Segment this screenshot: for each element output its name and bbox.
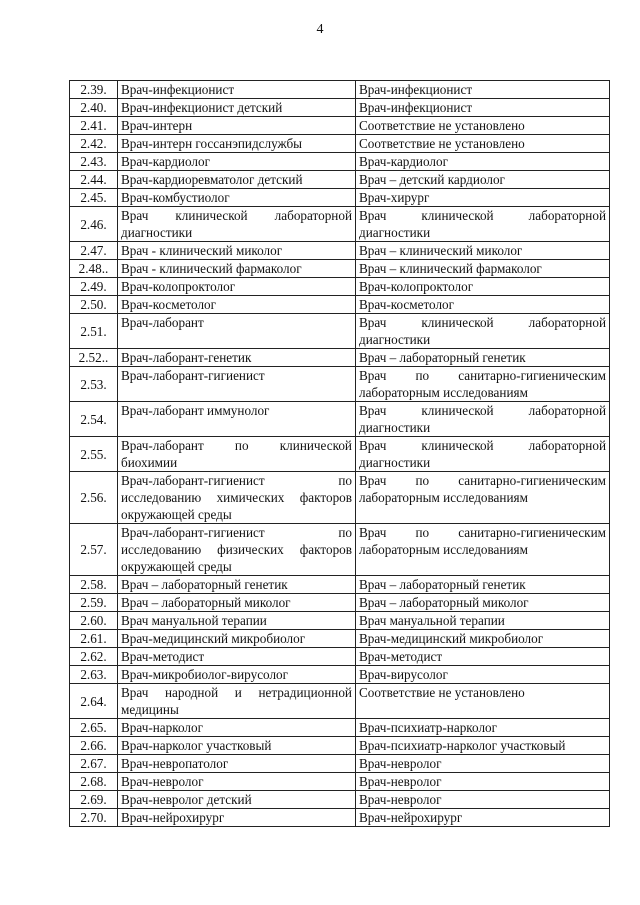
row-number-cell: 2.51. xyxy=(70,314,118,349)
row-number-cell: 2.59. xyxy=(70,594,118,612)
row-number-cell: 2.41. xyxy=(70,117,118,135)
row-number-cell: 2.42. xyxy=(70,135,118,153)
table-row xyxy=(70,472,610,524)
position-name-cell: Врач мануальной терапии xyxy=(118,612,356,630)
row-number-cell: 2.50. xyxy=(70,296,118,314)
matching-position-cell: Врач клинической лабораторной диагностики xyxy=(356,402,610,437)
matching-position-cell: Врач по санитарно-гигиеническим лабораторным исследованиям xyxy=(356,367,610,402)
table-row xyxy=(70,260,610,278)
matching-position-cell: Врач клинической лабораторной диагностики xyxy=(356,314,610,349)
position-name-cell: Врач народной и нетрадиционной медицины xyxy=(118,684,356,719)
matching-position-cell: Врач – детский кардиолог xyxy=(356,171,610,189)
matching-position-cell: Врач-хирург xyxy=(356,189,610,207)
position-name-cell: Врач-медицинский микробиолог xyxy=(118,630,356,648)
matching-position-cell: Врач мануальной терапии xyxy=(356,612,610,630)
row-number-cell: 2.46. xyxy=(70,207,118,242)
row-number-cell: 2.58. xyxy=(70,576,118,594)
position-name-cell: Врач-невропатолог xyxy=(118,755,356,773)
table-row xyxy=(70,349,610,367)
correspondence-table xyxy=(69,80,610,827)
matching-position-cell: Врач-психиатр-нарколог участковый xyxy=(356,737,610,755)
table-row xyxy=(70,773,610,791)
matching-position-cell: Врач-вирусолог xyxy=(356,666,610,684)
table-body xyxy=(70,81,610,827)
matching-position-cell: Врач – лабораторный генетик xyxy=(356,576,610,594)
position-name-cell: Врач – лабораторный миколог xyxy=(118,594,356,612)
table-row xyxy=(70,189,610,207)
row-number-cell: 2.52.. xyxy=(70,349,118,367)
matching-position-cell: Врач – лабораторный миколог xyxy=(356,594,610,612)
table-row xyxy=(70,737,610,755)
row-number-cell: 2.56. xyxy=(70,472,118,524)
table-row xyxy=(70,630,610,648)
table-row xyxy=(70,99,610,117)
position-name-cell: Врач-нарколог xyxy=(118,719,356,737)
matching-position-cell: Врач-медицинский микробиолог xyxy=(356,630,610,648)
position-name-cell: Врач-нейрохирург xyxy=(118,809,356,827)
table-row xyxy=(70,684,610,719)
table-row xyxy=(70,791,610,809)
matching-position-cell: Врач клинической лабораторной диагностики xyxy=(356,207,610,242)
position-name-cell: Врач-инфекционист детский xyxy=(118,99,356,117)
position-name-cell: Врач-комбустиолог xyxy=(118,189,356,207)
position-name-cell: Врач-нарколог участковый xyxy=(118,737,356,755)
table-row xyxy=(70,207,610,242)
position-name-cell: Врач-лаборант по клинической биохимии xyxy=(118,437,356,472)
matching-position-cell: Соответствие не установлено xyxy=(356,135,610,153)
row-number-cell: 2.55. xyxy=(70,437,118,472)
matching-position-cell: Соответствие не установлено xyxy=(356,684,610,719)
table-row xyxy=(70,81,610,99)
position-name-cell: Врач-невролог xyxy=(118,773,356,791)
position-name-cell: Врач-невролог детский xyxy=(118,791,356,809)
row-number-cell: 2.65. xyxy=(70,719,118,737)
matching-position-cell: Врач-косметолог xyxy=(356,296,610,314)
table-row xyxy=(70,612,610,630)
row-number-cell: 2.49. xyxy=(70,278,118,296)
matching-position-cell: Врач клинической лабораторной диагностики xyxy=(356,437,610,472)
row-number-cell: 2.48.. xyxy=(70,260,118,278)
row-number-cell: 2.61. xyxy=(70,630,118,648)
table-row xyxy=(70,719,610,737)
table-row xyxy=(70,242,610,260)
table-row xyxy=(70,296,610,314)
table-row xyxy=(70,117,610,135)
position-name-cell: Врач-интерн госсанэпидслужбы xyxy=(118,135,356,153)
row-number-cell: 2.69. xyxy=(70,791,118,809)
table-row xyxy=(70,402,610,437)
matching-position-cell: Врач-нейрохирург xyxy=(356,809,610,827)
table-row xyxy=(70,594,610,612)
matching-position-cell: Врач-невролог xyxy=(356,773,610,791)
position-name-cell: Врач-лаборант-гигиенист xyxy=(118,367,356,402)
matching-position-cell: Врач-кардиолог xyxy=(356,153,610,171)
matching-position-cell: Врач-психиатр-нарколог xyxy=(356,719,610,737)
table-row xyxy=(70,524,610,576)
position-name-cell: Врач-лаборант-гигиенист по исследованию химических факторов окружающей среды xyxy=(118,472,356,524)
matching-position-cell: Врач по санитарно-гигиеническим лабораторным исследованиям xyxy=(356,472,610,524)
position-name-cell: Врач-косметолог xyxy=(118,296,356,314)
row-number-cell: 2.62. xyxy=(70,648,118,666)
page-number: 4 xyxy=(316,22,324,37)
matching-position-cell: Врач – клинический миколог xyxy=(356,242,610,260)
row-number-cell: 2.57. xyxy=(70,524,118,576)
matching-position-cell: Врач-методист xyxy=(356,648,610,666)
row-number-cell: 2.53. xyxy=(70,367,118,402)
row-number-cell: 2.43. xyxy=(70,153,118,171)
row-number-cell: 2.70. xyxy=(70,809,118,827)
table-row xyxy=(70,755,610,773)
position-name-cell: Врач-кардиоревматолог детский xyxy=(118,171,356,189)
position-name-cell: Врач-инфекционист xyxy=(118,81,356,99)
row-number-cell: 2.40. xyxy=(70,99,118,117)
position-name-cell: Врач клинической лабораторной диагностики xyxy=(118,207,356,242)
matching-position-cell: Врач – лабораторный генетик xyxy=(356,349,610,367)
matching-position-cell: Врач-невролог xyxy=(356,755,610,773)
position-name-cell: Врач-методист xyxy=(118,648,356,666)
matching-position-cell: Соответствие не установлено xyxy=(356,117,610,135)
position-name-cell: Врач - клинический миколог xyxy=(118,242,356,260)
position-name-cell: Врач-колопроктолог xyxy=(118,278,356,296)
table-row xyxy=(70,437,610,472)
table-row xyxy=(70,171,610,189)
row-number-cell: 2.64. xyxy=(70,684,118,719)
matching-position-cell: Врач-невролог xyxy=(356,791,610,809)
table-row xyxy=(70,278,610,296)
row-number-cell: 2.39. xyxy=(70,81,118,99)
row-number-cell: 2.67. xyxy=(70,755,118,773)
position-name-cell: Врач-лаборант xyxy=(118,314,356,349)
matching-position-cell: Врач-инфекционист xyxy=(356,99,610,117)
position-name-cell: Врач – лабораторный генетик xyxy=(118,576,356,594)
table-row xyxy=(70,135,610,153)
position-name-cell: Врач-лаборант-гигиенист по исследованию физических факторов окружающей среды xyxy=(118,524,356,576)
table-row xyxy=(70,367,610,402)
row-number-cell: 2.63. xyxy=(70,666,118,684)
position-name-cell: Врач-интерн xyxy=(118,117,356,135)
matching-position-cell: Врач-колопроктолог xyxy=(356,278,610,296)
table-row xyxy=(70,666,610,684)
row-number-cell: 2.54. xyxy=(70,402,118,437)
position-name-cell: Врач-кардиолог xyxy=(118,153,356,171)
position-name-cell: Врач-лаборант-генетик xyxy=(118,349,356,367)
table-row xyxy=(70,576,610,594)
matching-position-cell: Врач – клинический фармаколог xyxy=(356,260,610,278)
row-number-cell: 2.60. xyxy=(70,612,118,630)
position-name-cell: Врач - клинический фармаколог xyxy=(118,260,356,278)
table-row xyxy=(70,314,610,349)
matching-position-cell: Врач по санитарно-гигиеническим лабораторным исследованиям xyxy=(356,524,610,576)
row-number-cell: 2.68. xyxy=(70,773,118,791)
position-name-cell: Врач-лаборант иммунолог xyxy=(118,402,356,437)
row-number-cell: 2.47. xyxy=(70,242,118,260)
position-name-cell: Врач-микробиолог-вирусолог xyxy=(118,666,356,684)
table-row xyxy=(70,809,610,827)
row-number-cell: 2.45. xyxy=(70,189,118,207)
matching-position-cell: Врач-инфекционист xyxy=(356,81,610,99)
table-row xyxy=(70,648,610,666)
row-number-cell: 2.44. xyxy=(70,171,118,189)
row-number-cell: 2.66. xyxy=(70,737,118,755)
table-row xyxy=(70,153,610,171)
